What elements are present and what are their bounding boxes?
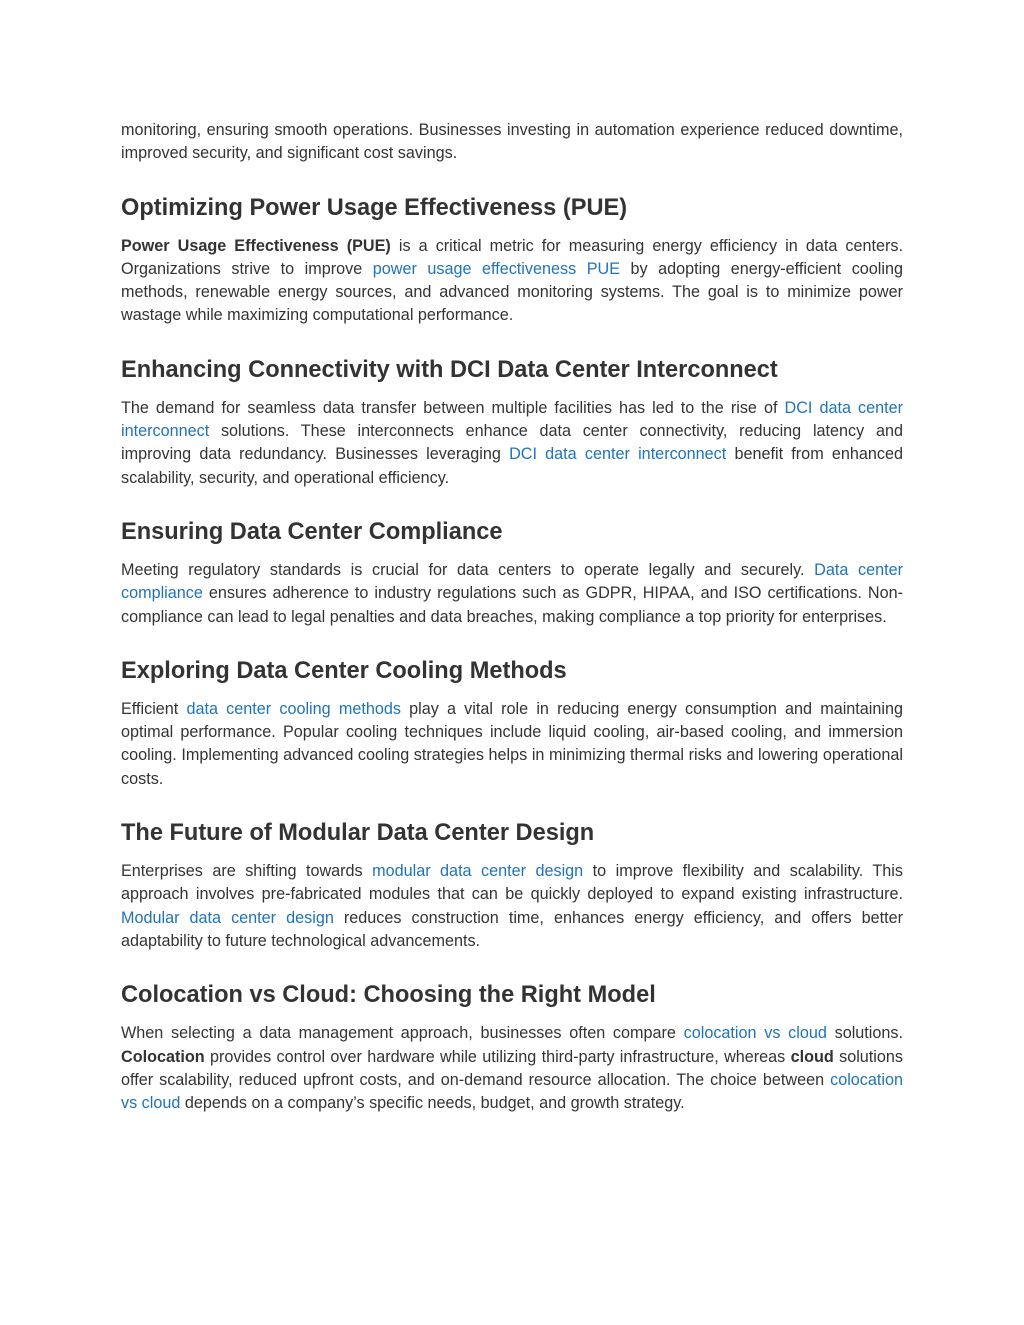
link-dci-data-center-interconnect-2[interactable]: DCI data center interconnect [509, 445, 727, 464]
section-cooling [121, 656, 903, 791]
section-compliance [121, 517, 903, 629]
link-modular-data-center-design-2[interactable]: Modular data center design [121, 908, 334, 927]
paragraph-text: solutions. These interconnects enhance data center connectivity, reducing latency and improving data redundancy. Businesses leveraging [121, 422, 903, 464]
section-colocation [121, 980, 903, 1115]
paragraph-text: When selecting a data management approach, businesses often compare [121, 1024, 684, 1043]
section-heading-modular: The Future of Modular Data Center Design [121, 820, 595, 847]
paragraph-text: to improve flexibility and scalability. This approach involves pre-fabricated modules that can be quickly deployed to expand existing infrastructure. [121, 862, 903, 904]
section-paragraph-colocation [121, 1022, 903, 1115]
paragraph-text: ensures adherence to industry regulations such as GDPR, HIPAA, and ISO certifications. Non-compliance can lead to legal penalties and data breaches, making compliance a top priority for enterprises. [121, 584, 903, 626]
paragraph-text: is a critical metric for measuring energy efficiency in data centers. Organizations strive to improve [121, 236, 903, 278]
paragraph-text: solutions. [826, 1024, 903, 1043]
section-paragraph-cooling [121, 698, 903, 791]
paragraph-text: by adopting energy-efficient cooling methods, renewable energy sources, and advanced monitoring systems. The goal is to minimize power wastage while maximizing computational performance. [121, 259, 903, 325]
bold-term-pue: Power Usage Effectiveness (PUE) [121, 236, 391, 255]
section-heading-compliance: Ensuring Data Center Compliance [121, 518, 503, 545]
link-data-center-cooling-methods[interactable]: data center cooling methods [186, 699, 401, 718]
section-paragraph-modular [121, 860, 903, 953]
intro-text: monitoring, ensuring smooth operations. Businesses investing in automation experience reduced downtime, improved security, and significant cost savings. [121, 121, 903, 163]
paragraph-text: provides control over hardware while utilizing third-party infrastructure, whereas [204, 1047, 791, 1066]
link-dci-data-center-interconnect[interactable]: DCI data center interconnect [121, 398, 903, 441]
paragraph-text: depends on a company’s specific needs, budget, and growth strategy. [180, 1094, 685, 1113]
link-colocation-vs-cloud-2[interactable]: colocation vs cloud [121, 1070, 903, 1113]
section-pue [121, 193, 903, 328]
section-heading-colocation: Colocation vs Cloud: Choosing the Right Model [121, 982, 656, 1009]
link-colocation-vs-cloud[interactable]: colocation vs cloud [683, 1024, 827, 1043]
bold-term-colocation: Colocation [121, 1047, 205, 1066]
section-heading-dci: Enhancing Connectivity with DCI Data Center Interconnect [121, 356, 778, 383]
section-modular [121, 818, 903, 953]
paragraph-text: play a vital role in reducing energy consumption and maintaining optimal performance. Popular cooling techniques include liquid cooling, air-based cooling, and immersion cooling. Implementing advanced cooling strategies helps in minimizing thermal risks and lowering operational costs. [121, 699, 904, 788]
paragraph-text: The demand for seamless data transfer between multiple facilities has led to the rise of [121, 398, 785, 417]
section-paragraph-pue [121, 235, 903, 328]
paragraph-text: Efficient [121, 699, 187, 718]
section-dci [121, 355, 903, 490]
paragraph-text: Meeting regulatory standards is crucial for data centers to operate legally and securely. [121, 560, 815, 579]
intro-paragraph [121, 119, 903, 166]
section-heading-pue: Optimizing Power Usage Effectiveness (PUE) [121, 194, 628, 221]
section-paragraph-dci [121, 397, 903, 490]
link-data-center-compliance[interactable]: Data center compliance [121, 560, 903, 603]
section-paragraph-compliance [121, 559, 903, 629]
paragraph-text: solutions offer scalability, reduced upfront costs, and on-demand resource allocation. The choice between [121, 1047, 904, 1089]
link-modular-data-center-design[interactable]: modular data center design [372, 862, 584, 881]
section-heading-cooling: Exploring Data Center Cooling Methods [121, 657, 567, 684]
paragraph-text: reduces construction time, enhances energy efficiency, and offers better adaptability to future technological advancements. [121, 908, 903, 950]
paragraph-text: benefit from enhanced scalability, security, and operational efficiency. [121, 445, 903, 487]
paragraph-text: Enterprises are shifting towards [121, 862, 373, 881]
link-power-usage-effectiveness[interactable]: power usage effectiveness PUE [372, 259, 620, 278]
bold-term-cloud: cloud [790, 1047, 834, 1066]
